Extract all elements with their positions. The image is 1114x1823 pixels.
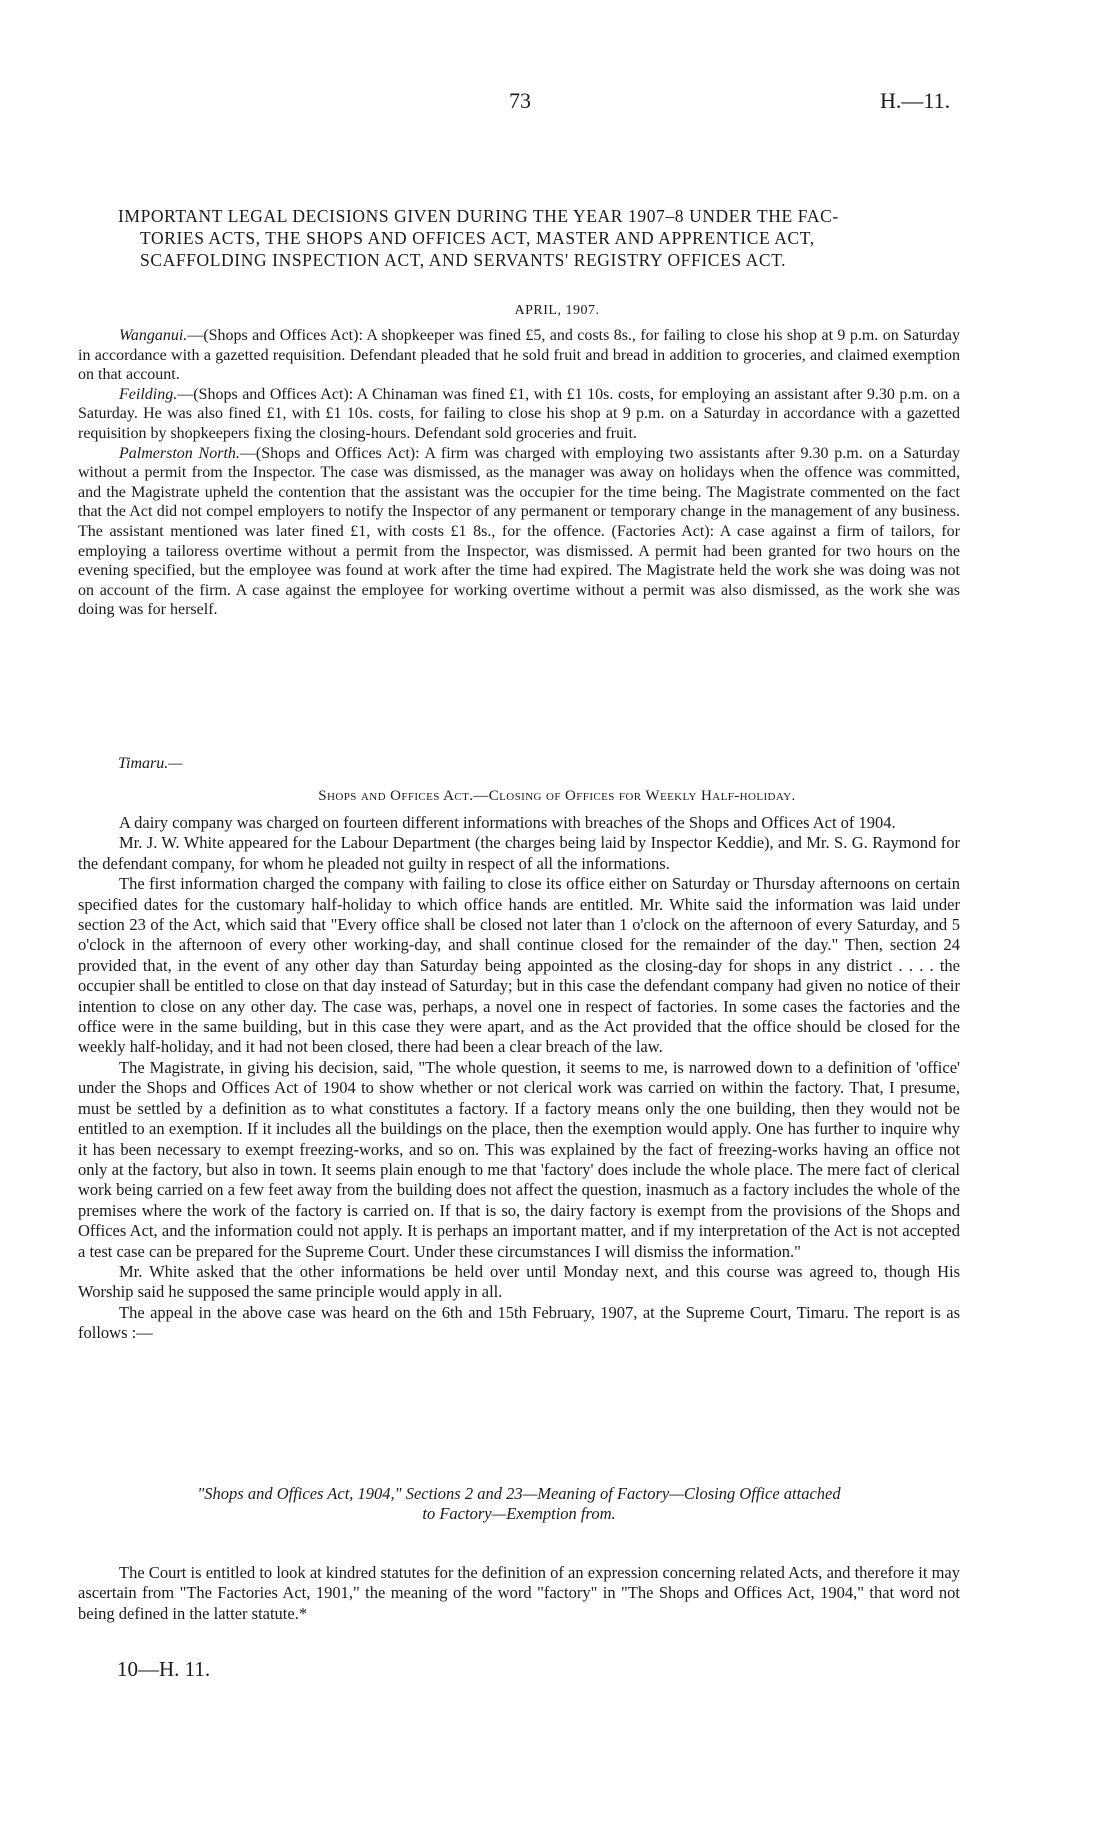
timaru-case-body	[78, 813, 960, 1344]
final-paragraph: The Court is entitled to look at kindred statutes for the definition of an expression concerning related Acts, and therefore it may ascertain from "The Factories Act, 1901," the meaning of the word "factory" in "The Shops and Offices Act, 1904," that word not being defined in the latter statute.*	[78, 1563, 960, 1623]
document-reference: H.—11.	[880, 88, 951, 113]
case-place: Palmerston North.	[119, 444, 240, 462]
section-place-timaru: Timaru.—	[118, 755, 183, 772]
section-subheading: Shops and Offices Act.—Closing of Offices for Weekly Half-holiday.	[318, 788, 796, 804]
citation-line: to Factory—Exemption from.	[422, 1504, 616, 1523]
case-place: Feilding.	[119, 385, 178, 403]
body-paragraph: Mr. J. W. White appeared for the Labour Department (the charges being laid by Inspector Keddie), and Mr. S. G. Raymond for the defendant company, for whom he pleaded not guilty in respect of all the informations.	[78, 833, 960, 873]
heading-line: IMPORTANT LEGAL DECISIONS GIVEN DURING THE YEAR 1907–8 UNDER THE FAC-	[118, 206, 839, 226]
page-number: 73	[509, 88, 531, 113]
case-paragraph-wanganui	[78, 326, 960, 385]
case-text: —(Shops and Offices Act): A shopkeeper was fined £5, and costs 8s., for failing to close his shop at 9 p.m. on Saturday in accordance with a gazetted requisition. Defendant pleaded that he sold fruit and bread in addition to groceries, and claimed exemption on that account.	[78, 327, 960, 384]
case-place: Wanganui.	[119, 327, 188, 344]
date-heading: APRIL, 1907.	[514, 303, 600, 318]
body-paragraph: Mr. White asked that the other informations be held over until Monday next, and this course was agreed to, though His Worship said he supposed the same principle would apply in all.	[78, 1261, 960, 1302]
body-paragraph: The Magistrate, in giving his decision, said, "The whole question, it seems to me, is narrowed down to a definition of 'office' under the Shops and Offices Act of 1904 to show whether or not clerical work was carried on within the factory. That, I presume, must be settled by a definition as to what constitutes a factory. If a factory means only the one building, then they would not be entitled to an exemption. If it includes all the buildings on the place, then the exemption would apply. One has further to inquire why it has been necessary to exempt freezing-works, and so on. This was explained by the fact of freezing-works having an office not only at the factory, but also in town. It seems plain enough to me that 'factory' does include the whole place. The mere fact of clerical work being carried on a few feet away from the building does not affect the question, inasmuch as a factory includes the whole of the premises where the work of the factory is carried on. If that is so, the dairy factory is exempt from the provisions of the Shops and Offices Act, and the information could not apply. It is perhaps an important matter, and if my interpretation of the Act is not accepted a test case can be prepared for the Supreme Court. Under these circumstances I will dismiss the information."	[78, 1057, 960, 1261]
case-list	[78, 326, 960, 620]
heading-line: TORIES ACTS, THE SHOPS AND OFFICES ACT, MASTER AND APPRENTICE ACT,	[140, 228, 815, 248]
document-heading	[118, 205, 978, 271]
citation-line: "Shops and Offices Act, 1904," Sections 2 and 23—Meaning of Factory—Closing Office attached	[197, 1484, 841, 1503]
footer-signature: 10—H. 11.	[117, 1657, 211, 1681]
body-paragraph: The appeal in the above case was heard on the 6th and 15th February, 1907, at the Supreme Court, Timaru. The report is as follows :—	[78, 1302, 960, 1343]
heading-line: SCAFFOLDING INSPECTION ACT, AND SERVANTS' REGISTRY OFFICES ACT.	[140, 250, 787, 270]
case-text: —(Shops and Offices Act): A Chinaman was fined £1, with £1 10s. costs, for employing an assistant after 9.30 p.m. on a Saturday. He was also fined £1, with £1 10s. costs, for failing to close his shop at 9 p.m. on a Saturday in accordance with a gazetted requisition by shopkeepers fixing the closing-hours. Defendant sold groceries and fruit.	[78, 385, 960, 442]
case-paragraph-feilding	[78, 385, 960, 444]
body-paragraph: A dairy company was charged on fourteen different informations with breaches of the Shops and Offices Act of 1904.	[119, 813, 896, 832]
case-paragraph-palmerston-north	[78, 444, 960, 620]
body-paragraph: The first information charged the company with failing to close its office either on Saturday or Thursday afternoons on certain specified dates for the customary half-holiday to which office hands are entitled. Mr. White said the information was laid under section 23 of the Act, which said that "Every office shall be closed not later than 1 o'clock on the afternoon of every Saturday, and 5 o'clock in the afternoon of every other working-day, and shall continue closed for the remainder of the day." Then, section 24 provided that, in the event of any other day than Saturday being appointed as the closing-day for shops in any district . . . . the occupier shall be entitled to close on that day instead of Saturday; but in this case the defendant company had given no notice of their intention to close on any other day. The case was, perhaps, a novel one in respect of factories. In some cases the factories and the office were in the same building, but in this case they were apart, and as the Act provided that the office should be closed for the weekly half-holiday, and it had not been closed, there had been a clear breach of the law.	[78, 874, 960, 1057]
case-citation	[78, 1484, 960, 1524]
case-text: —(Shops and Offices Act): A firm was charged with employing two assistants after 9.30 p.m. on a Saturday without a permit from the Inspector. The case was dismissed, as the manager was away on holidays when the offence was committed, and the Magistrate upheld the contention that the assistant was the occupier for the time being. The Magistrate commented on the fact that the Act did not compel employers to notify the Inspector of any permanent or temporary change in the management of any business. The assistant mentioned was later fined £1, with costs £1 8s., for the offence. (Factories Act): A case against a firm of tailors, for employing a tailoress overtime without a permit from the Inspector, was dismissed. A permit had been granted for two hours on the evening specified, but the employee was found at work after the time had expired. The Magistrate held the work she was doing was not on account of the firm. A case against the employee for working overtime without a permit was also dismissed, as the work she was doing was for herself.	[78, 444, 960, 619]
